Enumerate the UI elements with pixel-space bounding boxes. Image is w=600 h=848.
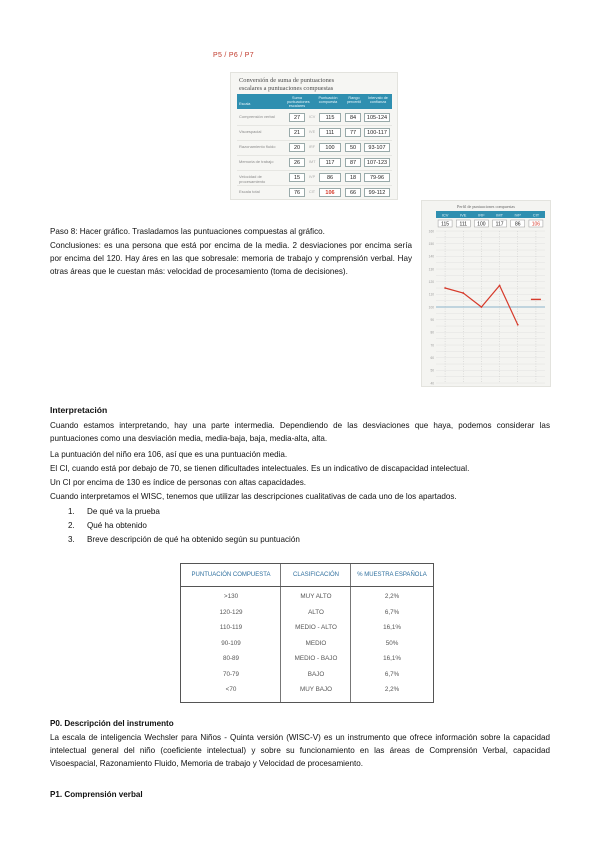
conversion-row	[237, 111, 392, 126]
conversion-title	[239, 77, 379, 92]
conversion-score: 106	[319, 188, 341, 197]
conversion-interval: 105-124	[364, 113, 390, 122]
conversion-percentile: 84	[345, 113, 361, 122]
conversion-percentile: 77	[345, 128, 361, 137]
profile-y-tick: 40	[430, 381, 434, 386]
classification-score: 80-89	[222, 655, 240, 662]
list-number: 3.	[68, 535, 75, 544]
page-reference: P5 / P6 / P7	[213, 52, 254, 59]
profile-y-tick: 50	[430, 368, 434, 373]
interpretation-paragraph: Cuando interpretamos el WISC, tenemos que utilizar las descripciones cualitativas de cada uno de los apartados.	[50, 492, 457, 501]
conversion-interval: 107-123	[364, 158, 390, 167]
profile-header-label: IMT	[496, 212, 504, 218]
classification-label: MUY BAJO	[299, 686, 333, 693]
conversion-row	[237, 126, 392, 141]
profile-value: 117	[495, 221, 504, 228]
classification-score: 70-79	[222, 670, 240, 678]
profile-point	[444, 287, 446, 289]
conversion-score: 86	[319, 173, 341, 182]
conversion-header	[237, 94, 392, 109]
profile-y-tick: 70	[430, 343, 434, 348]
classification-header: PUNTUACIÓN COMPUESTA	[191, 572, 271, 578]
interpretation-heading: Interpretación	[50, 405, 108, 415]
conversion-header-cell: Puntuación compuesta	[318, 96, 338, 104]
profile-header-label: ICV	[441, 212, 449, 218]
conversion-score: 111	[319, 128, 341, 137]
conversion-percentile: 18	[345, 173, 361, 182]
profile-value: 86	[514, 221, 521, 228]
classification-label: MEDIO - ALTO	[295, 624, 337, 631]
conversion-interval: 79-96	[364, 173, 390, 182]
conversion-row-total	[237, 186, 392, 200]
classification-percent: 6,7%	[384, 670, 400, 678]
list-number: 2.	[68, 521, 75, 530]
profile-header-label: IVP	[514, 212, 521, 218]
conversion-table-figure	[230, 72, 398, 200]
classification-score: 110-119	[219, 624, 243, 631]
list-item: Qué ha obtenido	[87, 521, 147, 530]
conversion-interval: 93-107	[364, 143, 390, 152]
conversion-row	[237, 141, 392, 156]
classification-score: <70	[225, 686, 237, 693]
classification-percent: 50%	[385, 639, 399, 647]
profile-y-tick: 90	[430, 317, 434, 322]
classification-table	[180, 563, 434, 703]
conversion-row	[237, 171, 392, 186]
conversion-title-line2: escalares a puntuaciones compuestas	[239, 84, 334, 92]
conversion-code: IVP	[309, 175, 316, 179]
conversion-sum: 26	[289, 158, 305, 167]
profile-header-label: IRF	[478, 212, 485, 218]
conversion-percentile: 87	[345, 158, 361, 167]
profile-y-tick: 140	[428, 254, 434, 259]
profile-y-tick: 120	[428, 279, 434, 284]
profile-point	[517, 324, 519, 326]
profile-y-tick: 160	[428, 229, 434, 234]
table-divider	[280, 564, 281, 702]
classification-percent: 2,2%	[384, 686, 400, 693]
profile-y-tick: 130	[428, 267, 434, 272]
classification-percent: 6,7%	[384, 608, 400, 616]
profile-value: 100	[477, 221, 486, 228]
conversion-interval: 99-112	[364, 188, 390, 197]
table-divider	[350, 564, 351, 702]
conversion-row-label: Memoria de trabajo	[239, 159, 274, 164]
conversion-row	[237, 156, 392, 171]
classification-score: 90-109	[221, 639, 241, 647]
classification-percent: 2,2%	[384, 593, 400, 600]
interpretation-paragraph: Un CI por encima de 130 es índice de personas con altas capacidades.	[50, 478, 307, 487]
profile-point	[462, 292, 464, 294]
conversion-header-cell: Escala	[239, 102, 251, 106]
list-number: 1.	[68, 507, 75, 516]
conversion-header-cell: Intervalo de confianza	[368, 96, 388, 104]
profile-header-label: IVE	[460, 212, 467, 218]
list-item: De qué va la prueba	[87, 507, 160, 516]
profile-point	[481, 306, 483, 308]
classification-label: ALTO	[308, 608, 324, 616]
classification-score: 120-129	[219, 608, 243, 616]
p0-heading: P0. Descripción del instrumento	[50, 719, 174, 728]
conversion-sum: 76	[289, 188, 305, 197]
conversion-code: IRF	[309, 145, 316, 149]
classification-percent: 16,1%	[383, 624, 401, 631]
conversion-row-label: Razonamiento fluido	[239, 144, 276, 149]
conversion-code: ICV	[309, 115, 316, 119]
conversion-code: CIT	[309, 190, 316, 194]
classification-header: CLASIFICACIÓN	[292, 572, 339, 578]
conversion-sum: 21	[289, 128, 305, 137]
conclusions-text: Conclusiones: es una persona que está por encima de la media. 2 desviaciones por encima sería por encima del 120. Hay áres en las que sobresale: memoria de trabajo y comprensión verbal. Hay otras áreas que le cuestan más: velocidad de procesamiento (toma de decisiones).	[50, 241, 412, 276]
conversion-percentile: 66	[345, 188, 361, 197]
p1-heading: P1. Comprensión verbal	[50, 790, 143, 799]
table-divider	[181, 586, 433, 587]
profile-chart-title: Perfil de puntuaciones compuestas	[456, 204, 516, 209]
conversion-row-label: Velocidad de procesamiento	[239, 174, 266, 184]
profile-chart	[422, 201, 550, 386]
interpretation-paragraph: El CI, cuando está por debajo de 70, se tienen dificultades intelectuales. Es un indicativo de discapacidad intelectual.	[50, 464, 470, 473]
profile-value: 115	[441, 221, 450, 228]
conversion-row-label: Escala total	[239, 189, 260, 194]
conversion-score: 117	[319, 158, 341, 167]
profile-value: 106	[531, 221, 541, 228]
conversion-sum: 27	[289, 113, 305, 122]
conversion-title-line1: Conversión de suma de puntuaciones	[239, 77, 335, 84]
conversion-code: IVE	[309, 130, 316, 134]
profile-chart-figure	[421, 200, 551, 387]
conversion-header-cell: Rango percentil	[346, 96, 362, 104]
conversion-sum: 20	[289, 143, 305, 152]
classification-label: MEDIO - BAJO	[294, 655, 338, 662]
profile-header-label: CIT	[532, 212, 540, 218]
profile-point	[499, 285, 501, 287]
conversion-header-cell: Suma puntuaciones escalares	[287, 96, 310, 108]
conversion-row-label: Comprensión verbal	[239, 114, 275, 119]
classification-score: >130	[223, 593, 239, 600]
profile-y-tick: 100	[428, 305, 434, 310]
conversion-row-label: Visoespacial	[239, 129, 262, 134]
conversion-interval: 100-117	[364, 128, 390, 137]
profile-y-tick: 150	[428, 241, 434, 246]
profile-header-band	[436, 211, 545, 218]
classification-label: MUY ALTO	[300, 593, 332, 600]
profile-y-tick: 60	[430, 355, 434, 360]
conversion-sum: 15	[289, 173, 305, 182]
classification-label: BAJO	[307, 670, 325, 678]
interpretation-paragraph: La puntuación del niño era 106, así que es una puntuación media.	[50, 450, 288, 459]
paso8-text: Paso 8: Hacer gráfico. Trasladamos las puntuaciones compuestas al gráfico.	[50, 227, 325, 236]
conversion-score: 115	[319, 113, 341, 122]
conversion-percentile: 50	[345, 143, 361, 152]
conversion-code: IMT	[309, 160, 316, 164]
interpretation-paragraph: Cuando estamos interpretando, hay una parte intermedia. Dependiendo de las desviaciones que haya, podemos considerar las puntuaciones como una desviación media, media-baja, baja, media-alta, alta.	[50, 421, 550, 443]
profile-value: 111	[459, 221, 468, 228]
profile-y-tick: 110	[428, 292, 434, 297]
profile-y-tick: 80	[430, 330, 434, 335]
classification-header: % MUESTRA ESPAÑOLA	[357, 572, 427, 578]
list-item: Breve descripción de qué ha obtenido según su puntuación	[87, 535, 300, 544]
classification-percent: 16,1%	[383, 655, 401, 662]
conversion-score: 100	[319, 143, 341, 152]
classification-label: MEDIO	[305, 639, 327, 647]
p0-paragraph: La escala de inteligencia Wechsler para Niños - Quinta versión (WISC-V) es un instrumento que ofrece información sobre la capacidad intelectual general del niño (coeficiente intelectual) y sobre su funcionamiento en las áreas de Comprensión Verbal, capacidad Visoespacial, Razonamiento Fluido, Memoria de trabajo y Velocidad de procesamiento.	[50, 733, 550, 768]
